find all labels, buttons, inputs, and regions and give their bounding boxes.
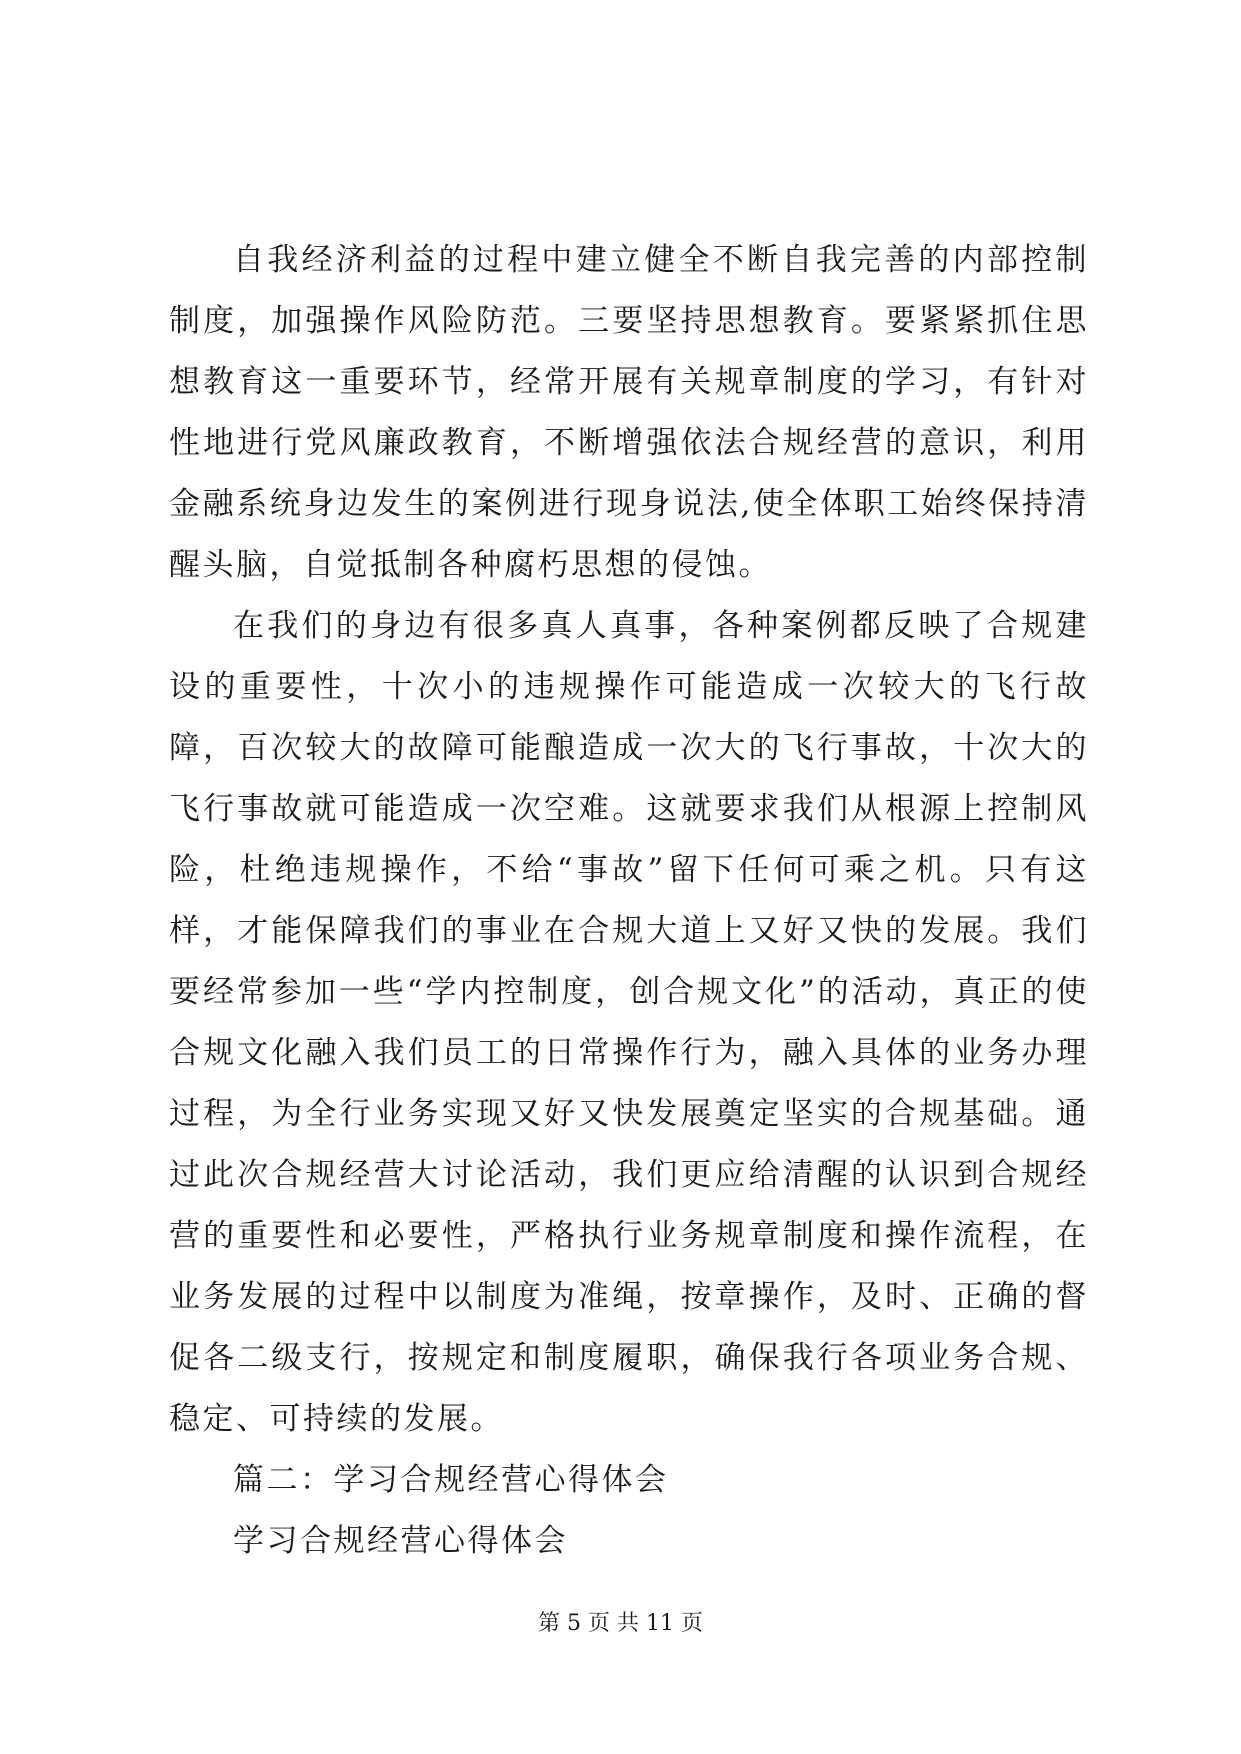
paragraph-1: 自我经济利益的过程中建立健全不断自我完善的内部控制制度，加强操作风险防范。三要坚持思想教育。要紧紧抓住思想教育这一重要环节，经常开展有关规章制度的学习，有针对性地进行党风廉政教育，不断增强依法合规经营的意识，利用金融系统身边发生的案例进行现身说法,使全体职工始终保持清醒头脑，自觉抵制各种腐朽思想的侵蚀。	[169, 242, 1089, 583]
section-heading: 篇二：学习合规经营心得体会	[233, 1462, 669, 1498]
page-number-footer: 第 5 页 共 11 页	[538, 1611, 703, 1636]
section-title: 学习合规经营心得体会	[233, 1523, 568, 1559]
paragraph-2: 在我们的身边有很多真人真事，各种案例都反映了合规建设的重要性，十次小的违规操作可能造成一次较大的飞行故障，百次较大的故障可能酿造成一次大的飞行事故，十次大的飞行事故就可能造成一次空难。这就要求我们从根源上控制风险，杜绝违规操作，不给“事故”留下任何可乘之机。只有这样，才能保障我们的事业在合规大道上又好又快的发展。我们要经常参加一些“学内控制度，创合规文化”的活动，真正的使合规文化融入我们员工的日常操作行为，融入具体的业务办理过程，为全行业务实现又好又快发展奠定坚实的合规基础。通过此次合规经营大讨论活动，我们更应给清醒的认识到合规经营的重要性和必要性，严格执行业务规章制度和操作流程，在业务发展的过程中以制度为准绳，按章操作，及时、正确的督促各二级支行，按规定和制度履职，确保我行各项业务合规、稳定、可持续的发展。	[169, 608, 1089, 1437]
document-body	[169, 230, 1089, 1572]
